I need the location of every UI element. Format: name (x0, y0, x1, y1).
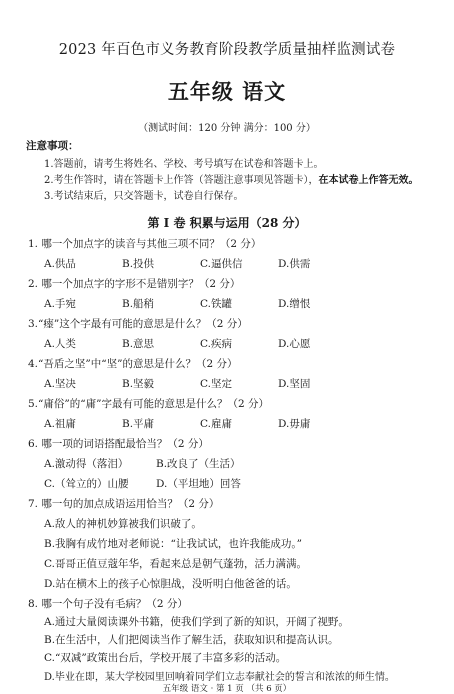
option-c: C.铁罐 (200, 298, 232, 310)
section-title: 第 I 卷 积累与运用（28 分） (147, 216, 307, 230)
question-8-option-b: B.在生活中，人们把阅读当作了解生活，获取知识和提高认识。 (44, 634, 339, 646)
question-7-option-b: B.我胸有成竹地对老师说：“让我试试，也许我能成功。” (44, 538, 303, 550)
question-8-option-c: C.“双减”政策出台后，学校开展了丰富多彩的活动。 (44, 652, 287, 664)
question-5-stem: 5.“庸俗”的“庸”字最有可能的意思是什么？（2 分） (28, 398, 270, 410)
question-7-option-a: A.敌人的神机妙算被我们识破了。 (44, 518, 202, 530)
option-b: B.意思 (122, 338, 155, 350)
question-4-stem: 4.“吾盾之坚”中“坚”的意思是什么？（2 分） (28, 358, 238, 370)
option-a: A.激动得（落泪） (44, 458, 129, 470)
question-7-stem: 7. 哪一句的加点成语运用恰当？（2 分） (28, 498, 220, 510)
question-2-stem: 2. 哪一个加点字的字形不是错别字？（2 分） (28, 278, 241, 290)
option-b: B.平庸 (122, 418, 155, 430)
note-2-emphasis: 在本试卷上作答无效。 (318, 175, 419, 186)
note-3: 3.考试结束后，只交答题卡，试卷自行保存。 (44, 191, 244, 202)
question-3-stem: 3.“瘗”这个字最有可能的意思是什么？（2 分） (28, 318, 248, 330)
page-footer: 五年级 语文 · 第 1 页 （共 6 页） (162, 684, 292, 694)
question-7-option-d: D.站在横木上的孩子心惊胆战，没听明白他爸爸的话。 (44, 578, 297, 590)
note-2 (44, 171, 419, 186)
option-b: B.坚毅 (122, 378, 155, 390)
question-8-stem: 8. 哪一个句子没有毛病？（2 分） (28, 598, 188, 610)
note-1: 1.答题前，请考生将姓名、学校、考号填写在试卷和答题卡上。 (44, 159, 324, 170)
option-d: D.心愿 (278, 338, 311, 350)
test-info: （测试时间：120 分钟 满分：100 分） (138, 123, 316, 134)
notes-title: 注意事项： (26, 140, 79, 152)
question-8-option-a: A.通过大量阅读课外书籍，使我们学到了新的知识，开阔了视野。 (44, 616, 349, 628)
note-2-text: 2.考生作答时，请在答题卡上作答（答题注意事项见答题卡）， (44, 175, 319, 186)
option-c: C.逼供信 (200, 258, 243, 270)
option-d: D.缯恨 (278, 298, 311, 310)
question-6-stem: 6. 哪一项的词语搭配最恰当？（2 分） (28, 438, 209, 450)
question-1-stem: 1. 哪一个加点字的读音与其他三项不同？（2 分） (28, 238, 262, 250)
option-a: A.手宛 (44, 298, 76, 310)
exam-title: 2023 年百色市义务教育阶段教学质量抽样监测试卷 (58, 42, 396, 58)
option-b: B.投供 (122, 258, 155, 270)
option-a: A.祖庸 (44, 418, 76, 430)
option-a: A.供品 (44, 258, 76, 270)
option-c: C.（耸立的）山腰 (44, 478, 129, 490)
option-d: D.（平坦地）回答 (156, 478, 241, 490)
option-d: D.毋庸 (278, 418, 311, 430)
option-c: C.雇庸 (200, 418, 232, 430)
option-d: D.供需 (278, 258, 311, 270)
grade-subject-title: 五年级 语文 (167, 79, 287, 104)
question-7-option-c: C.哥哥正值豆蔻年华，看起来总是朝气蓬勃，活力满满。 (44, 558, 307, 570)
option-b: B.改良了（生活） (156, 458, 241, 470)
option-a: A.人类 (44, 338, 76, 350)
option-b: B.船稍 (122, 298, 155, 310)
option-c: C.坚定 (200, 378, 232, 390)
option-a: A.坚决 (44, 378, 76, 390)
option-c: C.疾病 (200, 338, 232, 350)
question-8-option-d: D.毕业在即，某大学校园里回响着同学们立志奉献社会的誓言和浓浓的师生情。 (44, 672, 395, 683)
option-d: D.坚固 (278, 378, 311, 390)
